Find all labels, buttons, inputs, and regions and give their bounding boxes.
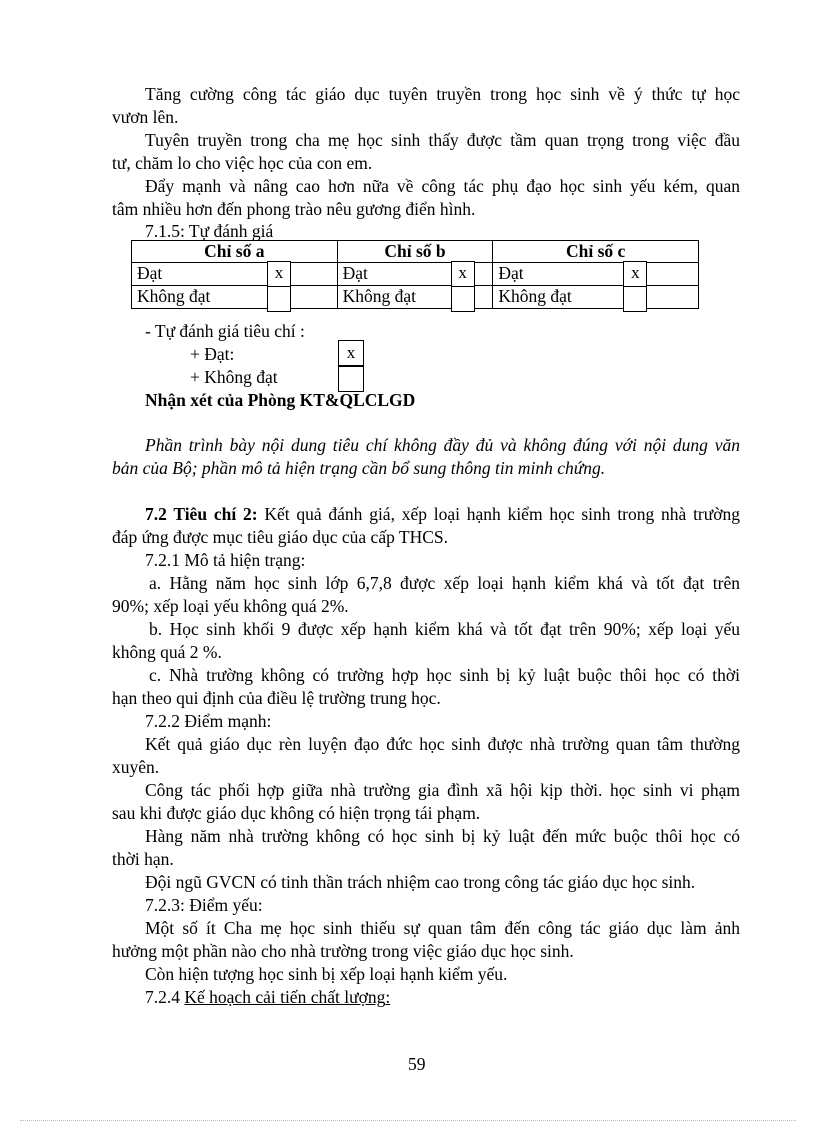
table-row (132, 263, 699, 286)
paragraph-line: Một số ít Cha mẹ học sinh thiếu sự quan tâm đến công tác giáo dục làm ảnh (145, 918, 740, 938)
page-bottom-divider (20, 1120, 796, 1121)
section-colon: : (385, 987, 391, 1007)
paragraph-line: Công tác phối hợp giữa nhà trường gia đình xã hội kịp thời. học sinh vi phạm (145, 780, 740, 800)
table-cell (337, 286, 493, 309)
table-header-cell: Chỉ số b (337, 241, 493, 263)
section-heading: 7.2.2 Điểm mạnh: (145, 711, 272, 731)
section-heading: 7.2.3: Điểm yếu: (145, 895, 263, 915)
paragraph-line: c. Nhà trường không có trường hợp học sinh bị kỷ luật buộc thôi học có thời (149, 665, 740, 685)
self-assessment-table (131, 240, 699, 309)
checkbox-b-fail[interactable] (451, 286, 475, 312)
paragraph-line: 90%; xếp loại yếu không quá 2%. (112, 596, 349, 616)
pass-label: Đạt (498, 263, 524, 283)
section-number: 7.2.4 (145, 987, 185, 1007)
paragraph-line: không quá 2 %. (112, 642, 222, 662)
paragraph-line: thời hạn. (112, 849, 174, 869)
paragraph-line: sau khi được giáo dục không có hiện trọng tái phạm. (112, 803, 481, 823)
table-cell (337, 263, 493, 286)
review-line: Phần trình bày nội dung tiêu chí không đầy đủ và không đúng với nội dung văn (145, 435, 740, 455)
fail-label: Không đạt (137, 286, 211, 306)
checkbox-c-fail[interactable] (623, 286, 647, 312)
paragraph-line: hạn theo qui định của điều lệ trường trung học. (112, 688, 441, 708)
fail-label: Không đạt (342, 286, 417, 306)
section-title: Kế hoạch cải tiến chất lượng (184, 987, 386, 1007)
paragraph-line: b. Học sinh khối 9 được xếp hạnh kiểm khá và tốt đạt trên 90%; xếp loại yếu (149, 619, 740, 639)
paragraph-line: a. Hằng năm học sinh lớp 6,7,8 được xếp loại hạnh kiểm khá và tốt đạt trên (149, 573, 740, 593)
paragraph-line: Tăng cường công tác giáo dục tuyên truyền trong học sinh về ý thức tự học (145, 84, 740, 104)
paragraph-line: Còn hiện tượng học sinh bị xếp loại hạnh kiểm yếu. (145, 964, 508, 984)
summary-label: - Tự đánh giá tiêu chí : (145, 321, 305, 341)
section-heading (145, 986, 390, 1008)
paragraph-line: vươn lên. (112, 107, 179, 127)
criterion-title-text: Kết quả đánh giá, xếp loại hạnh kiểm học sinh trong nhà trường (257, 504, 741, 524)
checkbox-b-pass[interactable]: x (451, 261, 475, 287)
criterion-title (145, 503, 740, 525)
self-assessment-heading: 7.1.5: Tự đánh giá (145, 221, 274, 241)
paragraph-line: Hàng năm nhà trường không có học sinh bị kỷ luật đến mức buộc thôi học có (145, 826, 740, 846)
review-line: bản của Bộ; phần mô tả hiện trạng cần bổ sung thông tin minh chứng. (112, 458, 606, 478)
paragraph-line: hưởng một phần nào cho nhà trường trong việc giáo dục học sinh. (112, 941, 574, 961)
pass-label: Đạt (342, 263, 368, 283)
table-cell (132, 263, 338, 286)
criterion-title-line2: đáp ứng được mục tiêu giáo dục của cấp THCS. (112, 527, 449, 547)
paragraph-line: Đội ngũ GVCN có tinh thần trách nhiệm cao trong công tác giáo dục học sinh. (145, 872, 696, 892)
pass-option-label: + Đạt: (190, 344, 235, 364)
criterion-title-bold: 7.2 Tiêu chí 2: (145, 504, 258, 524)
table-header-cell: Chỉ số a (132, 241, 338, 263)
table-row (132, 286, 699, 309)
paragraph-line: Đẩy mạnh và nâng cao hơn nữa về công tác phụ đạo học sinh yếu kém, quan (145, 176, 740, 196)
checkbox-c-pass[interactable]: x (623, 261, 647, 287)
paragraph-line: Tuyên truyền trong cha mẹ học sinh thấy được tầm quan trọng trong việc đầu (145, 130, 740, 150)
table-cell (493, 263, 699, 286)
table-cell (132, 286, 338, 309)
review-heading: Nhận xét của Phòng KT&QLCLGD (145, 390, 416, 410)
table-cell (493, 286, 699, 309)
section-heading: 7.2.1 Mô tả hiện trạng: (145, 550, 306, 570)
fail-label: Không đạt (498, 286, 572, 306)
paragraph-line: Kết quả giáo dục rèn luyện đạo đức học sinh được nhà trường quan tâm thường (145, 734, 740, 754)
paragraph-line: xuyên. (112, 757, 160, 777)
paragraph-line: tâm nhiều hơn đến phong trào nêu gương điển hình. (112, 199, 476, 219)
checkbox-a-fail[interactable] (267, 286, 291, 312)
fail-option-label: + Không đạt (190, 367, 278, 387)
checkbox-a-pass[interactable]: x (267, 261, 291, 287)
table-header-cell: Chỉ số c (493, 241, 699, 263)
pass-label: Đạt (137, 263, 163, 283)
paragraph-line: tư, chăm lo cho việc học của con em. (112, 153, 373, 173)
page-number: 59 (408, 1054, 426, 1074)
table-header-row (132, 241, 699, 263)
summary-pass-checkbox[interactable]: x (338, 340, 364, 366)
